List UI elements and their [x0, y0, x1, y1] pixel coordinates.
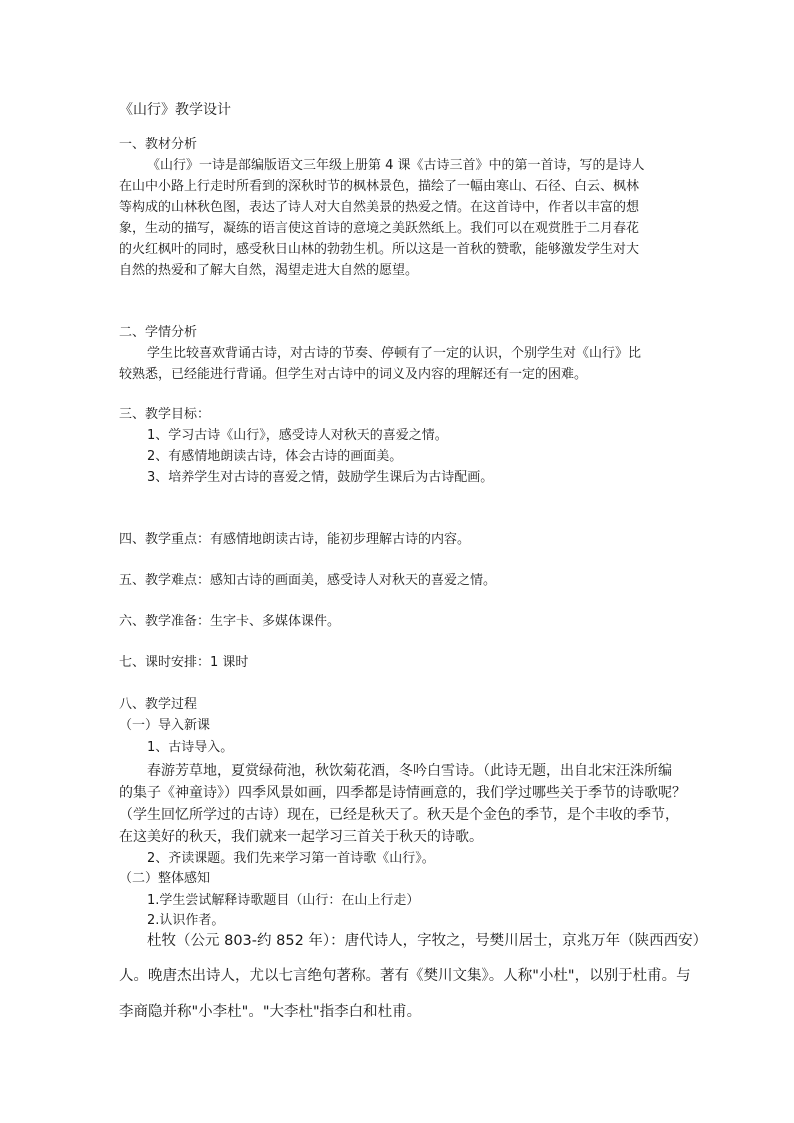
list-item: 1、学习古诗《山行》，感受诗人对秋天的喜爱之情。: [147, 428, 448, 443]
paragraph-line: （学生回忆所学过的古诗）现在，已经是秋天了。秋天是个金色的季节，是个丰收的季节，: [119, 807, 679, 823]
paragraph-line: 的集子《神童诗》）四季风景如画，四季都是诗情画意的，我们学过哪些关于季节的诗歌呢？: [119, 785, 686, 801]
paragraph-line: 象，生动的描写，凝练的语言使这首诗的意境之美跃然纸上。我们可以在观赏胜于二月春花: [119, 221, 640, 236]
paragraph-line: 在山中小路上行走时所看到的深秋时节的枫林景色，描绘了一幅由寒山、石径、白云、枫林: [119, 179, 640, 194]
list-item: 3、培养学生对古诗的喜爱之情，鼓励学生课后为古诗配画。: [147, 470, 494, 485]
paragraph-line: 自然的热爱和了解大自然，渴望走进大自然的愿望。: [119, 263, 419, 278]
paragraph-line: 学生比较喜欢背诵古诗，对古诗的节奏、停顿有了一定的认识，个别学生对《山行》比: [147, 346, 642, 361]
paragraph-line: 等构成的山林秋色图，表达了诗人对大自然美景的热爱之情。在这首诗中，作者以丰富的想: [119, 200, 640, 215]
section-heading-1: 一、教材分析: [119, 137, 198, 152]
paragraph-line: 李商隐并称"小李杜"。"大李杜"指李白和杜甫。: [119, 1004, 422, 1020]
step-item: 1.学生尝试解释诗歌题目（山行：在山上行走）: [147, 893, 420, 908]
step-item: 2.认识作者。: [147, 913, 225, 928]
list-item: 2、有感情地朗读古诗，体会古诗的画面美。: [147, 449, 403, 464]
section-heading-6: 六、教学准备：生字卡、多媒体课件。: [119, 614, 341, 629]
step-item: 2、齐读课题。我们先来学习第一首诗歌《山行》。: [147, 851, 435, 866]
section-heading-4: 四、教学重点：有感情地朗读古诗，能初步理解古诗的内容。: [119, 532, 471, 547]
section-heading-7: 七、课时安排：1 课时: [119, 655, 249, 670]
subsection-heading: （一）导入新课: [119, 718, 211, 733]
subsection-heading: （二）整体感知: [119, 871, 211, 886]
section-heading-2: 二、学情分析: [119, 325, 198, 340]
section-heading-8: 八、教学过程: [119, 697, 198, 712]
paragraph-line: 人。晚唐杰出诗人，尤以七言绝句著称。著有《樊川文集》。人称"小杜"，以别于杜甫。与: [119, 968, 691, 984]
paragraph-line: 较熟悉，已经能进行背诵。但学生对古诗中的词义及内容的理解还有一定的困难。: [119, 367, 588, 382]
document-title: 《山行》教学设计: [119, 102, 231, 118]
paragraph-line: 的火红枫叶的同时，感受秋日山林的勃勃生机。所以这是一首秋的赞歌，能够激发学生对大: [119, 242, 640, 257]
step-item: 1、古诗导入。: [147, 740, 234, 755]
section-heading-3: 三、教学目标：: [119, 407, 211, 422]
section-heading-5: 五、教学难点：感知古诗的画面美，感受诗人对秋天的喜爱之情。: [119, 573, 497, 588]
paragraph-line: 在这美好的秋天，我们就来一起学习三首关于秋天的诗歌。: [119, 829, 483, 845]
paragraph-line: 春游芳草地，夏赏绿荷池，秋饮菊花酒，冬吟白雪诗。（此诗无题，出自北宋汪洙所编: [147, 763, 672, 779]
paragraph-line: 《山行》一诗是部编版语文三年级上册第 4 课《古诗三首》中的第一首诗，写的是诗人: [147, 158, 645, 173]
paragraph-line: 杜牧（公元 803-约 852 年）：唐代诗人，字牧之，号樊川居士，京兆万年（陕西西安）: [147, 933, 708, 949]
